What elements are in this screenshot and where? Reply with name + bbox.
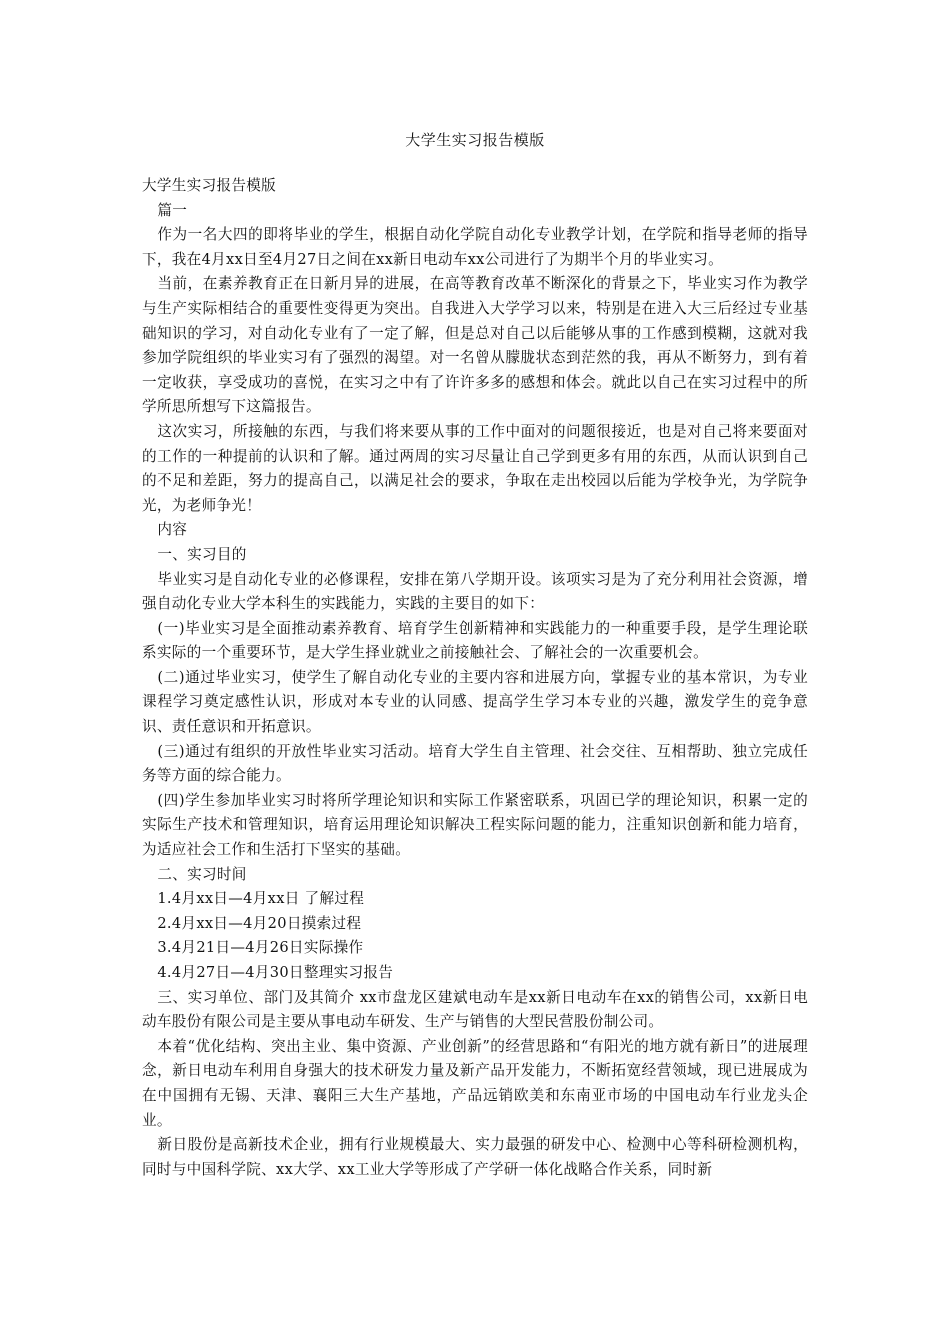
paragraph: 内容 xyxy=(157,521,188,539)
document-title: 大学生实习报告模版 xyxy=(405,131,545,149)
paragraph: (二)通过毕业实习，使学生了解自动化专业的主要内容和进展方向，掌握专业的基本常识，为专业课程学习奠定感性认识，形成对本专业的认同感、提高学生学习本专业的兴趣，激发学生的竞争意识、责任意识和开拓意识。 xyxy=(142,668,808,736)
paragraph: 篇一 xyxy=(157,201,188,219)
paragraph: 1.4月xx日—4月xx日 了解过程 xyxy=(157,890,365,908)
paragraph: (一)毕业实习是全面推动素养教育、培育学生创新精神和实践能力的一种重要手段，是学生理论联系实际的一个重要环节，是大学生择业就业之前接触社会、了解社会的一次重要机会。 xyxy=(142,619,808,662)
paragraph: 这次实习，所接触的东西，与我们将来要从事的工作中面对的问题很接近，也是对自己将来要面对的工作的一种提前的认识和了解。通过两周的实习尽量让自己学到更多有用的东西，从而认识到自己的不足和差距，努力的提高自己，以满足社会的要求，争取在走出校园以后能为学校争光，为学院争光，为老师争光！ xyxy=(142,422,808,514)
document-body xyxy=(142,174,808,1182)
paragraph: 作为一名大四的即将毕业的学生，根据自动化学院自动化专业教学计划，在学院和指导老师的指导下，我在4月xx日至4月27日之间在xx新日电动车xx公司进行了为期半个月的毕业实习。 xyxy=(142,226,808,268)
paragraph: 毕业实习是自动化专业的必修课程，安排在第八学期开设。该项实习是为了充分利用社会资源，增强自动化专业大学本科生的实践能力，实践的主要目的如下： xyxy=(142,570,808,613)
paragraph: 4.4月27日—4月30日整理实习报告 xyxy=(157,964,394,981)
paragraph: 新日股份是高新技术企业，拥有行业规模最大、实力最强的研发中心、检测中心等科研检测机构，同时与中国科学院、xx大学、xx工业大学等形成了产学研一体化战略合作关系，同时新 xyxy=(142,1136,808,1178)
paragraph: 二、实习时间 xyxy=(157,865,247,883)
paragraph: 一、实习目的 xyxy=(157,545,247,563)
paragraph: 本着“优化结构、突出主业、集中资源、产业创新”的经营思路和“有阳光的地方就有新日”的进展理念，新日电动车利用自身强大的技术研发力量及新产品开发能力，不断拓宽经营领域，现已进展成为在中国拥有无锡、天津、襄阳三大生产基地，产品远销欧美和东南亚市场的中国电动车行业龙头企业。 xyxy=(142,1037,808,1129)
document-subtitle: 大学生实习报告模版 xyxy=(142,177,277,194)
paragraph: 三、实习单位、部门及其简介 xx市盘龙区建斌电动车是xx新日电动车在xx的销售公司，xx新日电动车股份有限公司是主要从事电动车研发、生产与销售的大型民营股份制公司。 xyxy=(142,988,808,1031)
paragraph: 当前，在素养教育正在日新月异的进展，在高等教育改革不断深化的背景之下，毕业实习作为教学与生产实际相结合的重要性变得更为突出。自我进入大学学习以来，特别是在进入大三后经过专业基础知识的学习，对自动化专业有了一定了解，但是总对自己以后能够从事的工作感到模糊，这就对我参加学院组织的毕业实习有了强烈的渴望。对一名曾从朦胧状态到茫然的我，再从不断努力，到有着一定收获，享受成功的喜悦，在实习之中有了许许多多的感想和体会。就此以自己在实习过程中的所学所思所想写下这篇报告。 xyxy=(142,275,808,416)
paragraph: (四)学生参加毕业实习时将所学理论知识和实际工作紧密联系，巩固已学的理论知识，积累一定的实际生产技术和管理知识，培育运用理论知识解决工程实际问题的能力，注重知识创新和能力培育，为适应社会工作和生活打下坚实的基础。 xyxy=(142,791,808,859)
paragraph: 2.4月xx日—4月20日摸索过程 xyxy=(157,914,362,932)
paragraph: 3.4月21日—4月26日实际操作 xyxy=(157,939,364,957)
paragraph: (三)通过有组织的开放性毕业实习活动。培育大学生自主管理、社会交往、互相帮助、独立完成任务等方面的综合能力。 xyxy=(142,742,808,785)
